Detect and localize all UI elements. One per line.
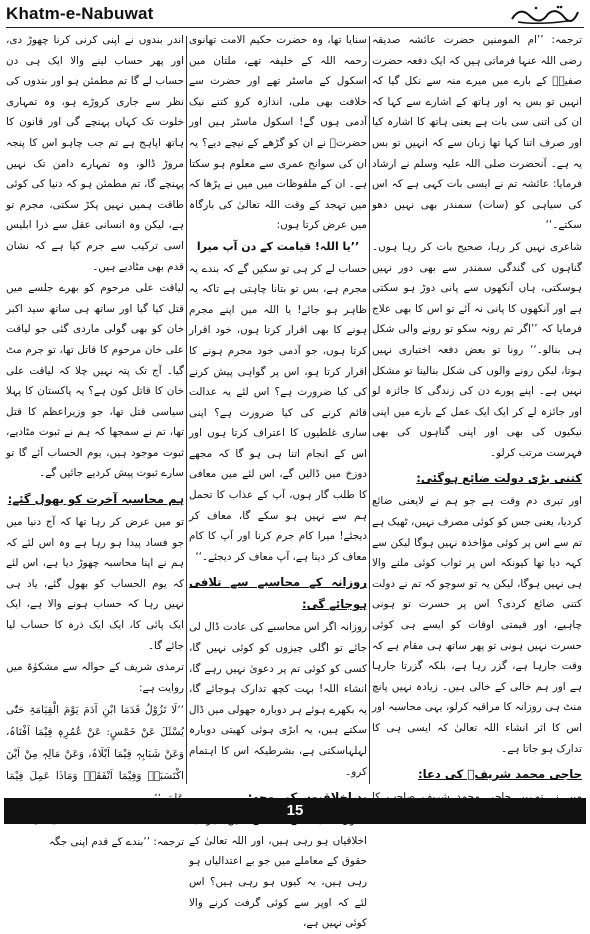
- paragraph: ترمذی شریف کے حوالہ سے مشکوٰۃ میں روایت ہے:: [6, 661, 184, 694]
- paragraph: تو میں عرض کر رہا تھا کہ آج دنیا میں جو فساد پیدا ہو رہا ہے وہ اس لئے کہ ہم نے اپنا محاسبہ چھوڑ دیا ہے، اس لئے کہ یوم الحساب کو بھول گئے، یاد ہی نہیں رہا کہ حساب ہونے والا ہے، ایک ایک پائی کا، ایک ایک ذرہ کا حساب لیا جائے گا۔: [6, 516, 184, 652]
- paragraph: اور تیری دم وقت ہے جو ہم نے لایعنی ضائع کردیا، یعنی جس کو کوئی مصرف نہیں، ٹھیک ہے تم سے اس پر کوئی مؤاخذہ نہیں ہوگا لیکن سے کہہ دیا تھا کیونکہ اس پر ثواب کوئی ملنے والا ہی نہیں ہوگا، لیکن یہ تو سوچو کہ تم نے دولت کتنی ضائع کردی؟ اس پر حسرت تو ہونی چاہیے، اور قیمتی اوقات کو ایسے ہی کوئی حسرت نہیں ہونی تو پھر ساتھ ہی مقام ہے کہ وقت جارہا ہے، گزر رہا ہے، بلکہ گزرتا جارہا ہے اور ہم خالی کے خالی ہیں۔ زیادہ نہیں پانچ منٹ ہی روزانہ کا مراقبہ کرلو، یہی محاسبہ اور اس کا اثر انشاء اللہ تعالیٰ کہ ایسی ہی کا تدارک ہو جاتا ہے۔: [372, 495, 582, 755]
- header-rule: [6, 27, 584, 28]
- column-divider: [369, 36, 370, 784]
- paragraph: ترجمہ: ’’بندے کے قدم اپنی جگہ: [48, 836, 184, 848]
- magazine-title: Khatm-e-Nabuwat: [6, 4, 154, 23]
- paragraph: سنایا تھا، وہ حضرت حکیم الامت تھانوی رحمہ اللہ کے خلیفہ تھے، ملتان میں اسکول کے ماسٹر تھے اور حضرت سے خلافت بھی ملی، اندازہ کرو کتنے نیک آدمی ہوں گے! اسکول ماسٹر ہیں اور حضرتؒ نے ان کو گڑھے کے نیچے دیے؟ یہ ان کی سوانح عمری سے معلوم ہو سکتا ہے۔ ان کے ملفوظات میں میں نے پڑھا کہ میں تہجد کے وقت اللہ تعالیٰ کی بارگاہ میں عرض کرتا ہوں:: [189, 34, 367, 232]
- paragraph: اخلاقیاں ہو رہی ہیں، اور اللہ تعالیٰ کے حقوق کے معاملے میں جو بے اعتدالیاں ہو رہی ہیں، یہ کیوں ہو رہی ہیں؟ اس لئے کہ اوپر سے کوئی گرفت کرنے والا کوئی نہیں ہے،: [189, 834, 367, 930]
- quote-line: ’’یا اللہ! قیامت کے دن آپ میرا: [196, 239, 360, 253]
- paragraph: حساب لے کر ہی تو سکیں گے کہ بندے یہ مجرم ہے، بس تو بتانا چاہتی ہے تاکہ یہ ظاہر ہو جائے! یا اللہ میں اپنے مجرم ہونے کا بھی اقرار کرتا ہوں، خود اقرار کرتا ہوں، جو آدمی خود مجرم ہونے کا اقرار کرتا ہو، اس پر گواہی پیش کرنے کی کیا ضرورت ہے؟ اس لئے یہ عدالت قائم کرنے کی کیا ضرورت ہے؟ اپنی ساری غلطیوں کا اعتراف کرتا ہوں اور اس کے انجام اتنا ہی ہو گا کہ مجھے دوزخ میں ڈالیں گے، اس لئے میں معافی کا طلب گار ہوں، آپ کے عذاب کا تحمل ہم سے نہیں ہو سکے گا، معاف کر دیجئے! میرا کام جرم کرنا اور آپ کا کام معاف کر دینا ہے، آپ معاف کر دیجئے۔‘‘: [189, 262, 367, 563]
- page-header: [0, 0, 590, 30]
- calligraphy-logo: [508, 2, 582, 26]
- page-number: 15: [286, 802, 304, 819]
- paragraph: ترجمہ: ’’ام المومنین حضرت عائشہ صدیقہ رضی اللہ عنہا فرماتی ہیں کہ ایک دفعہ حضرت صفیہؓ کے بارے میں میرے منہ سے نکل گیا کہ انہیں تو بس یہ اور ہاتھ کے اشارے سے کہا کہ ان کی اتنی سی بات ہے یعنی ہاتھ کا اشارہ کیا اور صرف اتنا کہا تھا زبان سے کہ انہیں تو بس یہ ہے۔ آنحضرت صلی اللہ علیہ وسلم نے ارشاد فرمایا: عائشہ تم نے ایسی بات کہی ہے کہ اس کی سیاہی کو (سات) سمندر بھی نہیں دھو سکتے۔‘‘: [372, 34, 582, 232]
- column-right: [372, 30, 582, 790]
- section-heading: کتنی بڑی دولت ضائع ہوگئی:: [416, 471, 582, 486]
- paragraph: شاعری نہیں کر رہا، صحیح بات کر رہا ہوں۔ گناہوں کی گندگی سمندر سے بھی دور نہیں ہوسکتی، ہاں آنکھوں سے پانی دوڑ ہو سکتی ہے اور آنکھوں کا پانی نہ آئے تو اس کا بھی علاج فرمایا کہ ’’اگر تم رونہ سکو تو رونے والی شکل ہی بنالو۔‘‘ رونا تو بعض دفعہ اختیاری نہیں ہوتا، لیکن رونے والوں کی شکل بنالینا تو مشکل نہیں ہے۔ اپنے پورے دن کی زندگی کا جائزہ لو اور جائزہ لے کر ایک ایک عمل کے بارے میں اپنی نیکیوں کی بھی اور اپنی گناہوں کی بھی فہرست مرتب کرلو۔: [372, 240, 582, 459]
- section-heading: ہم محاسبہ آخرت کو بھول گئے:: [7, 492, 184, 507]
- footer-bar: [4, 798, 586, 824]
- arabic-hadith: ’’لَا تَزُوْلُ قَدَمَا ابْنِ آدَمَ یَوْمَ الْقِیَامَۃِ حَتّٰی یُسْئَلَ عَنْ خَمْسٍ: عَنْ عُمُرِہٖ فِیْمَا اَفْنَاہُ، وَعَنْ شَبَابِہٖ فِیْمَا اَبْلَاہُ، وَعَنْ مَالِہٖ مِنْ اَیْنَ اکْتَسَبَہٗ وَفِیْمَا اَنْفَقَہٗ وَمَاذَا عَمِلَ فِیْمَا: [6, 704, 184, 783]
- paragraph: لیاقت علی مرحوم کو بھرے جلسے میں قتل کیا گیا اور ساتھ ہی ساتھ سید اکبر خان کو بھی گولی ماردی گئی جو لیاقت علی خان مرحوم کا قاتل تھا، تو جرم مٹ گیا۔ آج تک پتہ نہیں چلا کہ لیاقت علی خان کا قاتل کون ہے؟ یہ پاکستان کا پہلا سیاسی قتل تھا، جو وزیراعظم کا قتل تھا، تم نے سمجھا کہ ہم نے ثبوت مٹادیے، ثبوت موجود ہیں، یوم الحساب آئے گا تو سارے ثبوت پیش کردیے جائیں گے۔: [6, 282, 184, 480]
- column-divider: [186, 36, 187, 784]
- paragraph: روزانہ اگر اس محاسبے کی عادت ڈال لی جائے تو اگلی چیزوں کو کوئی نہیں گا، کسی کو کوئی تم پر دعویٰ نہیں رہے گا، انشاء اللہ! بہت کچھ تدارک ہوجائے گا، یہ بکھرے ہوئے ہر دوبارہ جھولی میں ڈال سکتے ہیں، یہ ابڑی ہوئی کھیتی دوبارہ لہلہاسکتی ہے، بشرطیکہ اس کا اہتمام کرو۔: [189, 621, 367, 778]
- paragraph: اندر بندوں نے اپنی کرنی کرنا چھوڑ دی، اور پھر حساب لینے والا ایک ہی دن حساب لے گا تم مطمئن ہو اور بندوں کی نظر سے جاری کروڑے ہو، وہ تمہاری خلوت تک کہاں پہنچے گی اور قانون کا ہاتھ اپاہج ہے تم جب چاہو اس کا پنجہ مروڑ ڈالو، وہ تمہارے دامن تک نہیں پہنچے گا، تم مطمئن ہو کہ دنیا کی کوئی طاقت ہمیں نہیں پکڑ سکتی، مجرم تو ہے، لیکن وہ انسانی عقل سے ذرا ابلیس اسی ترکیب سے جرم کیا ہے کہ نشان قدم بھی مٹادیے ہیں۔: [6, 34, 184, 273]
- section-heading: روزانہ کے محاسبے سے تلافی ہوجائے گی:: [189, 575, 367, 612]
- column-left: [6, 30, 184, 848]
- section-heading: حاجی محمد شریفؒ کی دعا:: [417, 767, 582, 782]
